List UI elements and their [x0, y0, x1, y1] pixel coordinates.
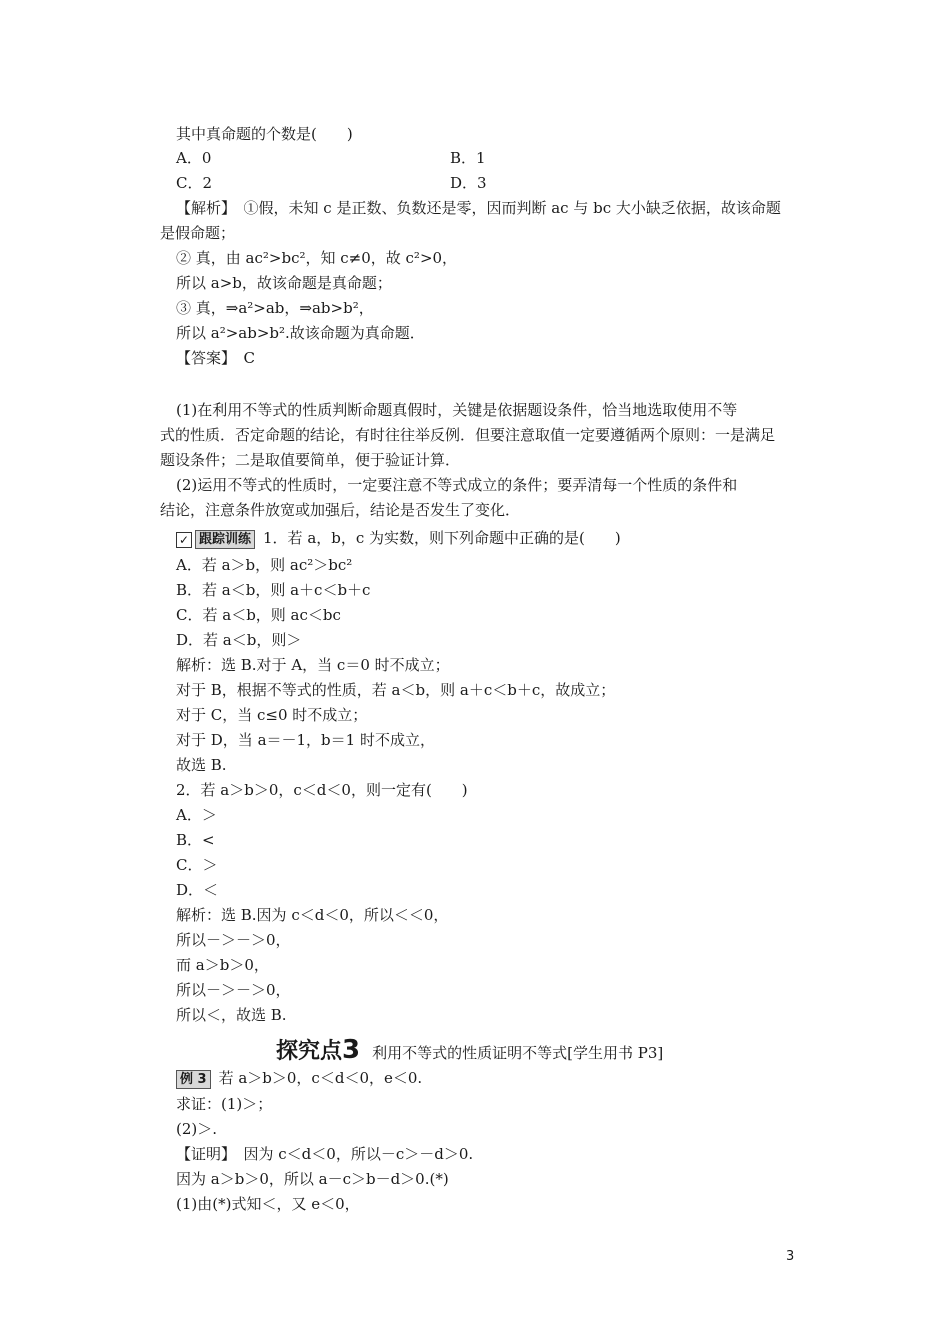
training-line: 故选 B. — [176, 756, 227, 774]
training-line: 解析：选 B.因为 c＜d＜0，所以＜＜0， — [176, 906, 449, 924]
option-d: D．3 — [450, 174, 487, 192]
analysis-line-3: ② 真，由 ac²>bc²，知 c≠0，故 c²>0， — [176, 249, 458, 267]
training-line: D．若 a＜b，则＞ — [176, 631, 302, 649]
example-badge: 例 3 — [176, 1070, 211, 1089]
example-line: 求证：(1)＞； — [176, 1095, 273, 1113]
note-1-line-1: (1)在利用不等式的性质判断命题真假时，关键是依据题设条件，恰当地选取使用不等 — [176, 401, 738, 419]
example-stem: 若 a＞b＞0，c＜d＜0，e＜0. — [218, 1069, 423, 1087]
example-line: 因为 a＞b＞0，所以 a－c＞b－d＞0.(*) — [176, 1170, 449, 1188]
training-header — [176, 528, 621, 549]
analysis-line-4: 所以 a>b，故该命题是真命题； — [176, 274, 392, 292]
page-number: 3 — [786, 1249, 795, 1264]
section-number: 3 — [342, 1035, 361, 1065]
option-a: A．0 — [176, 149, 212, 167]
section-title: 探究点 — [276, 1039, 343, 1064]
training-question-1: 1．若 a，b，c 为实数，则下列命题中正确的是( ) — [263, 529, 621, 547]
training-line: 对于 B，根据不等式的性质，若 a＜b，则 a＋c＜b＋c，故成立； — [176, 681, 616, 699]
training-line: B．若 a＜b，则 a＋c＜b＋c — [176, 581, 371, 599]
training-line: 所以－＞－＞0， — [176, 981, 291, 999]
question-stem: 其中真命题的个数是( ) — [176, 125, 353, 143]
training-line: 对于 D，当 a＝－1，b＝1 时不成立， — [176, 731, 435, 749]
training-line: D．＜ — [176, 881, 219, 899]
training-line: 对于 C，当 c≤0 时不成立； — [176, 706, 368, 724]
training-line: B．< — [176, 831, 215, 849]
check-icon: ✓ — [176, 532, 192, 548]
note-1-line-2: 式的性质．否定命题的结论，有时往往举反例．但要注意取值一定要遵循两个原则：一是满足 — [160, 426, 776, 444]
note-1-line-3: 题设条件；二是取值要简单，便于验证计算． — [160, 451, 461, 469]
section-text: 利用不等式的性质证明不等式[学生用书 P3] — [372, 1044, 664, 1062]
analysis-line-5: ③ 真，⇒a²>ab，⇒ab>b²， — [176, 299, 374, 317]
note-2-line-2: 结论，注意条件放宽或加强后，结论是否发生了变化． — [160, 501, 521, 519]
training-line: A．＞ — [176, 806, 217, 824]
example-line: (1)由(*)式知＜，又 e＜0， — [176, 1195, 360, 1213]
training-line: 所以－＞－＞0， — [176, 931, 291, 949]
example-line: (2)＞. — [176, 1120, 218, 1138]
answer-line: 【答案】 C — [176, 349, 255, 367]
training-badge: 跟踪训练 — [195, 530, 255, 549]
training-line: 而 a＞b＞0， — [176, 956, 269, 974]
option-b: B．1 — [450, 149, 486, 167]
analysis-line-1: 【解析】 ①假，未知 c 是正数、负数还是零，因而判断 ac 与 bc 大小缺乏依据，故该命题 — [176, 199, 781, 217]
example-line: 【证明】 因为 c＜d＜0，所以－c＞－d＞0. — [176, 1145, 474, 1163]
option-c: C．2 — [176, 174, 213, 192]
training-line: 解析：选 B.对于 A，当 c＝0 时不成立； — [176, 656, 450, 674]
analysis-line-6: 所以 a²>ab>b².故该命题为真命题． — [176, 324, 425, 342]
training-line: 2．若 a＞b＞0，c＜d＜0，则一定有( ) — [176, 781, 468, 799]
training-line: C．＞ — [176, 856, 218, 874]
note-2-line-1: (2)运用不等式的性质时，一定要注意不等式成立的条件；要弄清每一个性质的条件和 — [176, 476, 738, 494]
training-line: 所以＜，故选 B. — [176, 1006, 287, 1024]
example-stem-line — [176, 1068, 422, 1089]
training-line: C．若 a＜b，则 ac＜bc — [176, 606, 341, 624]
analysis-line-2: 是假命题； — [160, 224, 236, 242]
section-heading — [276, 1034, 663, 1065]
training-line: A．若 a＞b，则 ac²＞bc² — [176, 556, 353, 574]
